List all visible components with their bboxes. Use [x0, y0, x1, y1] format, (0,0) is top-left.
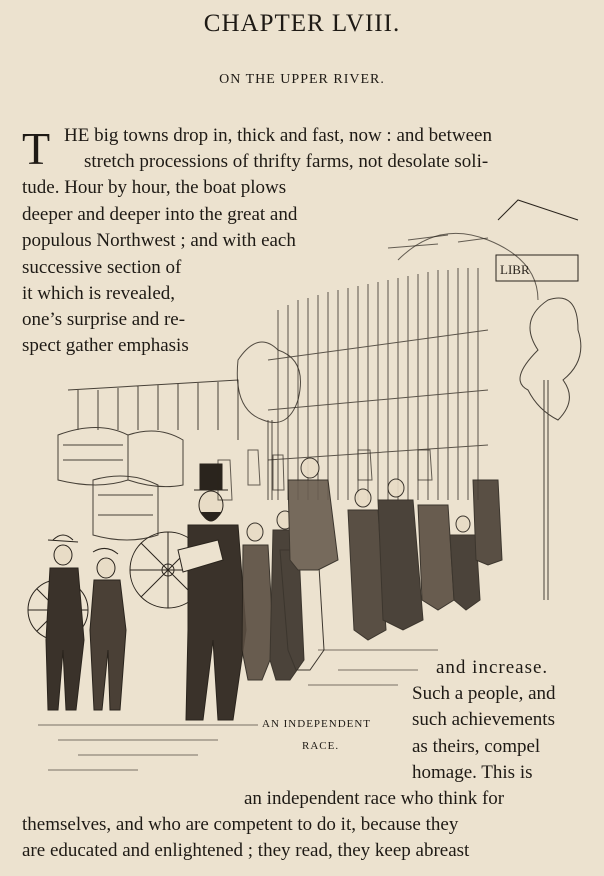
text-line: it which is revealed, — [22, 283, 176, 304]
text-line: Such a people, and — [412, 683, 556, 704]
text-line: themselves, and who are competent to do it, because they — [22, 814, 459, 835]
text-line: are educated and enlightened ; they read, they keep abreast — [22, 840, 470, 861]
text-line: tude. Hour by hour, the boat plows — [22, 177, 287, 198]
text-line: populous Northwest ; and with each — [22, 230, 296, 251]
gentleman-figure — [178, 464, 246, 720]
text-line: HE big towns drop in, thick and fast, now : and between — [64, 125, 492, 146]
text-line: successive section of — [22, 257, 182, 278]
library-sign-text: LIBR — [500, 262, 530, 277]
boy-figure — [90, 548, 126, 710]
text-line: and increase. — [436, 657, 549, 678]
illustration-caption-line2: RACE. — [302, 740, 340, 752]
text-line: one’s surprise and re- — [22, 309, 186, 330]
text-line: as theirs, compel — [412, 736, 541, 757]
tree-left — [237, 342, 300, 500]
text-line: an independent race who think for — [244, 788, 505, 809]
text-line: stretch processions of thrifty farms, not desolate soli- — [84, 151, 489, 172]
chapter-subtitle: ON THE UPPER RIVER. — [219, 72, 385, 87]
text-line: such achievements — [412, 709, 555, 730]
chapter-heading: CHAPTER LVIII. — [203, 10, 401, 37]
boy-figure — [46, 535, 84, 710]
text-line: deeper and deeper into the great and — [22, 204, 298, 225]
roof-line — [498, 200, 578, 220]
text-line: homage. This is — [412, 762, 533, 783]
text-line: spect gather emphasis — [22, 335, 189, 356]
illustration-caption-line1: AN INDEPENDENT — [262, 718, 372, 730]
tree — [520, 298, 581, 600]
drop-cap: T — [22, 123, 51, 174]
crowd-figures — [242, 458, 502, 680]
